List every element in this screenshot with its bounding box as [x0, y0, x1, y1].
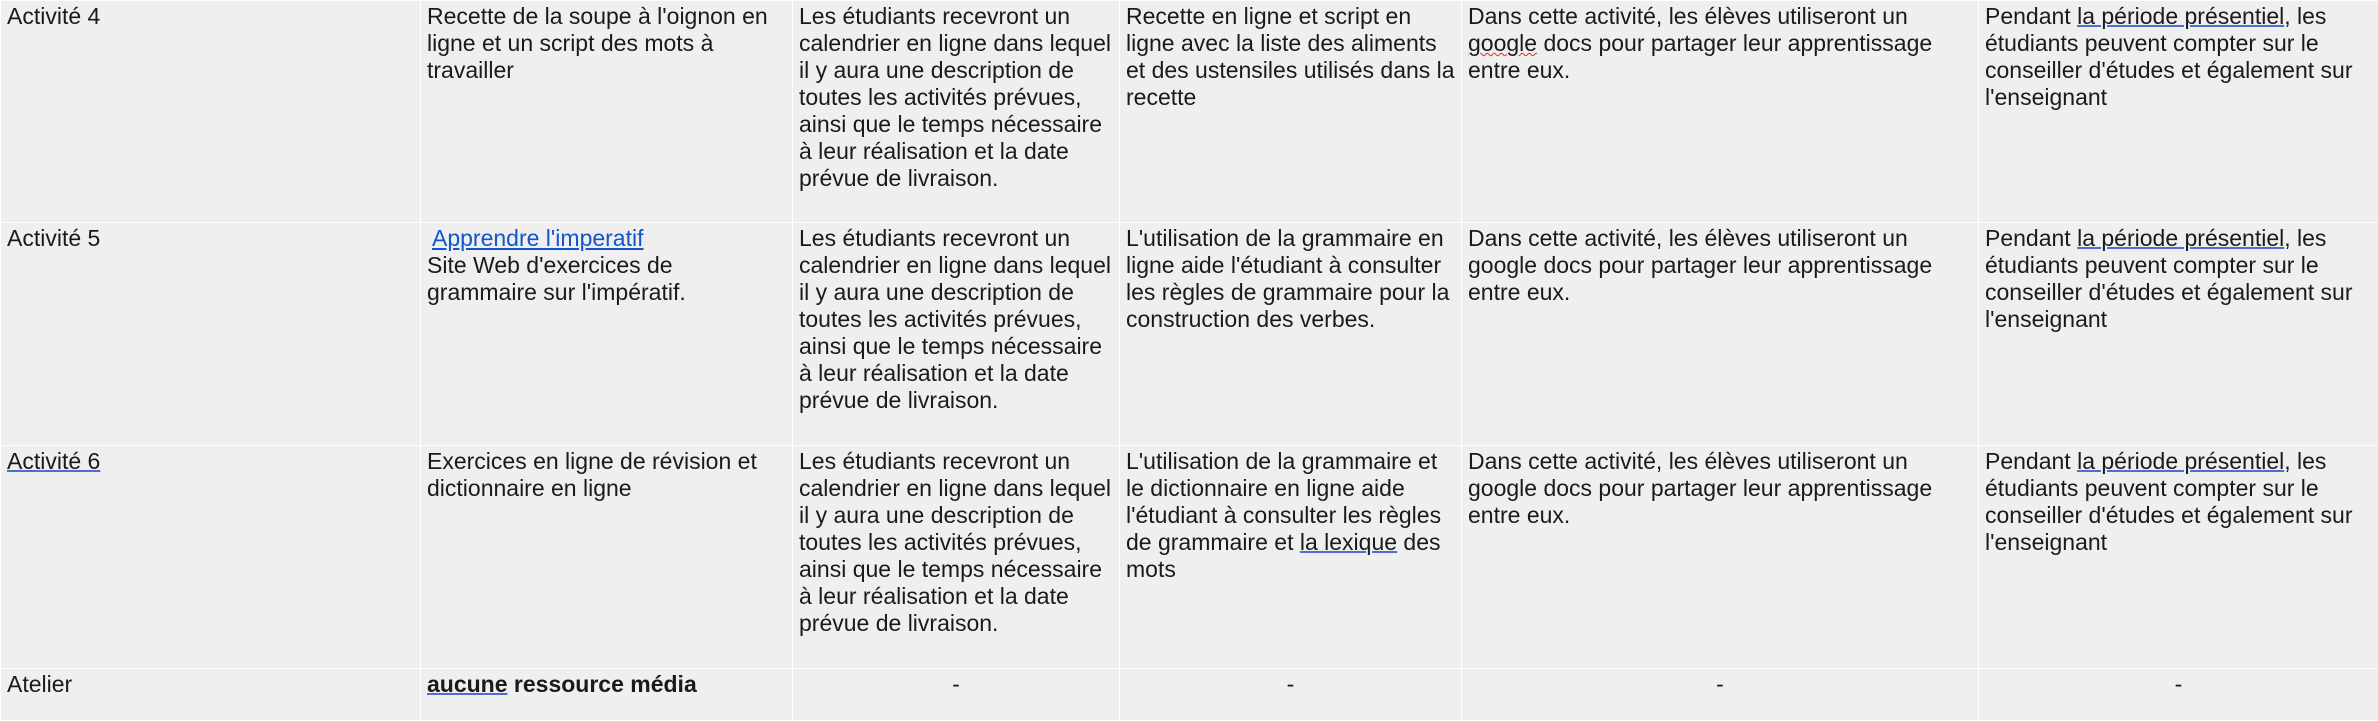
resource-cell: Recette de la soupe à l'oignon en ligne et un script des mots à travailler: [421, 1, 793, 223]
collaboration-cell: Dans cette activité, les élèves utiliseront un google docs pour partager leur apprentissage entre eux.: [1462, 446, 1979, 669]
resource-cell: Exercices en ligne de révision et dictionnaire en ligne: [421, 446, 793, 669]
row-label: Activité 4: [1, 1, 421, 223]
collaboration-cell: -: [1462, 669, 1979, 721]
row-label: Activité 6: [1, 446, 421, 669]
usage-cell: Recette en ligne et script en ligne avec la liste des aliments et des ustensiles utilisés dans la recette: [1120, 1, 1462, 223]
grammar-suggestion: la période présentiel: [2077, 448, 2284, 474]
collaboration-cell: Dans cette activité, les élèves utiliseront un google docs pour partager leur apprentissage entre eux.: [1462, 223, 1979, 446]
usage-cell: -: [1120, 669, 1462, 721]
row-label: Activité 5: [1, 223, 421, 446]
support-cell: -: [1979, 669, 2378, 721]
grammar-suggestion: la période présentiel: [2077, 225, 2284, 251]
planning-cell: Les étudiants recevront un calendrier en ligne dans lequel il y aura une description de toutes les activités prévues, ainsi que le temps nécessaire à leur réalisation et la date prévue de livraison.: [793, 223, 1120, 446]
grammar-suggestion: la période présentiel: [2077, 3, 2284, 29]
table-row: [1, 223, 2378, 446]
support-cell: Pendant la période présentiel, les étudiants peuvent compter sur le conseiller d'études et également sur l'enseignant: [1979, 1, 2378, 223]
row-label: Atelier: [1, 669, 421, 721]
resource-link[interactable]: Apprendre l'imperatif: [427, 225, 644, 251]
resource-cell: Apprendre l'imperatif Site Web d'exercices de grammaire sur l'impératif.: [421, 223, 793, 446]
collaboration-cell: Dans cette activité, les élèves utiliseront un google docs pour partager leur apprentissage entre eux.: [1462, 1, 1979, 223]
table-row: [1, 669, 2378, 721]
planning-cell: Les étudiants recevront un calendrier en ligne dans lequel il y aura une description de toutes les activités prévues, ainsi que le temps nécessaire à leur réalisation et la date prévue de livraison.: [793, 446, 1120, 669]
resource-cell: aucune ressource média: [421, 669, 793, 721]
support-cell: Pendant la période présentiel, les étudiants peuvent compter sur le conseiller d'études et également sur l'enseignant: [1979, 223, 2378, 446]
table-row: [1, 1, 2378, 223]
support-cell: Pendant la période présentiel, les étudiants peuvent compter sur le conseiller d'études et également sur l'enseignant: [1979, 446, 2378, 669]
planning-cell: Les étudiants recevront un calendrier en ligne dans lequel il y aura une description de toutes les activités prévues, ainsi que le temps nécessaire à leur réalisation et la date prévue de livraison.: [793, 1, 1120, 223]
table-row: [1, 446, 2378, 669]
planning-cell: -: [793, 669, 1120, 721]
usage-cell: L'utilisation de la grammaire et le dictionnaire en ligne aide l'étudiant à consulter les règles de grammaire et la lexique des mots: [1120, 446, 1462, 669]
grammar-suggestion: la lexique: [1300, 529, 1397, 555]
spellcheck-word: google: [1468, 30, 1537, 56]
usage-cell: L'utilisation de la grammaire en ligne aide l'étudiant à consulter les règles de grammaire pour la construction des verbes.: [1120, 223, 1462, 446]
